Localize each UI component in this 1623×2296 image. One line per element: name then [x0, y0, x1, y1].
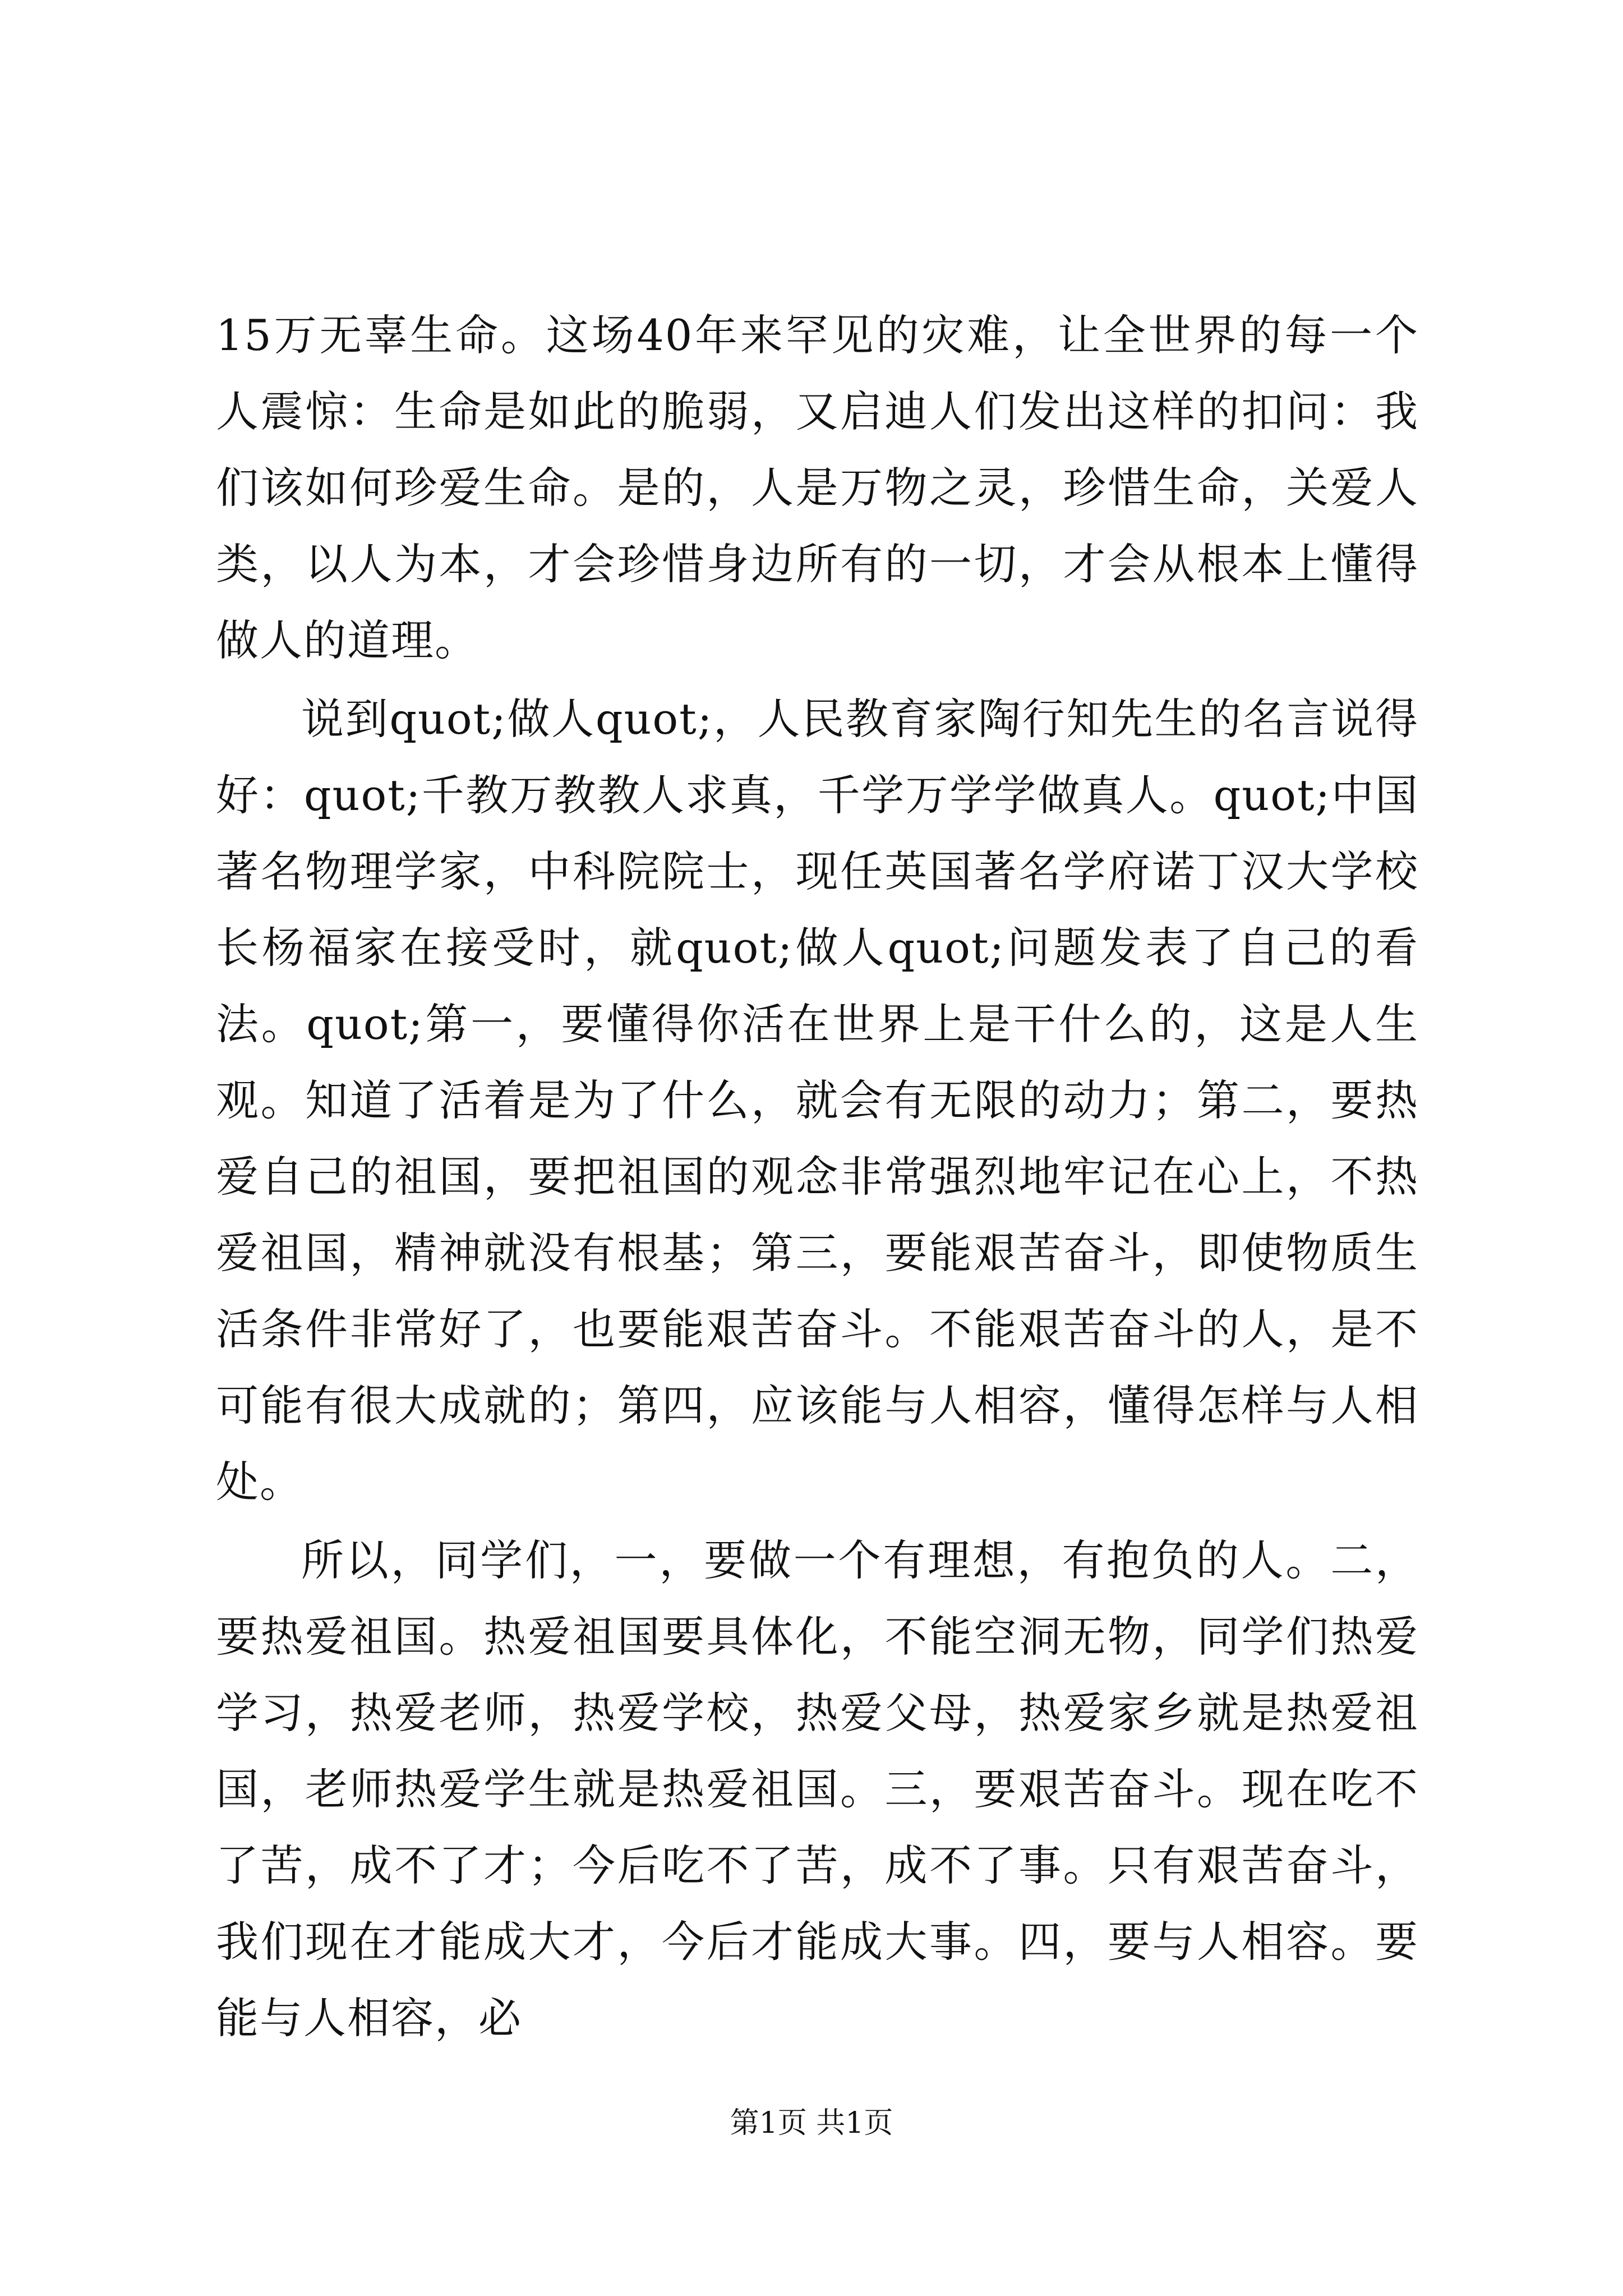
paragraph-3: 所以，同学们，一，要做一个有理想，有抱负的人。二，要热爱祖国。热爱祖国要具体化，不能空洞无物，同学们热爱学习，热爱老师，热爱学校，热爱父母，热爱家乡就是热爱祖国，老师热爱学生就是热爱祖国。三，要艰苦奋斗。现在吃不了苦，成不了才；今后吃不了苦，成不了事。只有艰苦奋斗，我们现在才能成大才，今后才能成大事。四，要与人相容。要能与人相容，必: [216, 1535, 1419, 2043]
document-body: [216, 297, 1419, 2056]
page-footer: 第1页 共1页: [730, 2106, 893, 2140]
paragraph-1: 15万无辜生命。这场40年来罕见的灾难，让全世界的每一个人震惊：生命是如此的脆弱，又启迪人们发出这样的扣问：我们该如何珍爱生命。是的，人是万物之灵，珍惜生命，关爱人类，以人为本，才会珍惜身边所有的一切，才会从根本上懂得做人的道理。: [216, 310, 1419, 665]
paragraph-2: 说到quot;做人quot;，人民教育家陶行知先生的名言说得好：quot;千教万教教人求真，千学万学学做真人。quot;中国著名物理学家，中科院院士，现任英国著名学府诺丁汉大学校长杨福家在接受时，就quot;做人quot;问题发表了自己的看法。quot;第一，要懂得你活在世界上是干什么的，这是人生观。知道了活着是为了什么，就会有无限的动力；第二，要热爱自己的祖国，要把祖国的观念非常强烈地牢记在心上，不热爱祖国，精神就没有根基；第三，要能艰苦奋斗，即使物质生活条件非常好了，也要能艰苦奋斗。不能艰苦奋斗的人，是不可能有很大成就的；第四，应该能与人相容，懂得怎样与人相处。: [216, 694, 1419, 1507]
